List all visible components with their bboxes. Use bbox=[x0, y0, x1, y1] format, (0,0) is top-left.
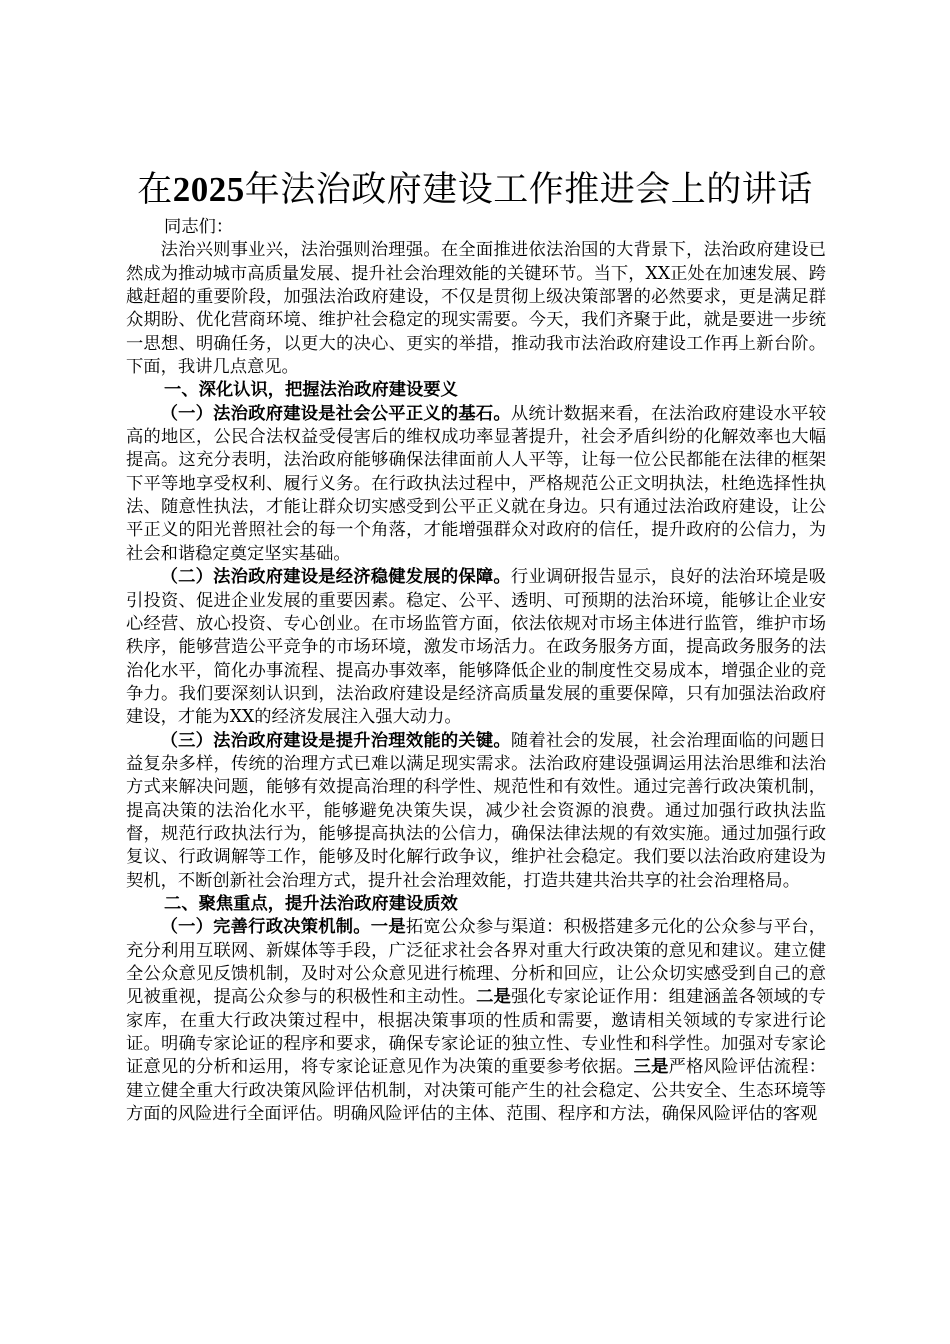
section-1-subheading-3: （三）法治政府建设是提升治理效能的关键。 bbox=[160, 730, 511, 751]
intro-paragraph: 法治兴则事业兴，法治强则治理强。在全面推进依法治国的大背景下，法治政府建设已然成为推动城市高质量发展、提升社会治理效能的关键环节。当下，XX正处在加速发展、跨越赶超的重要阶段，加强法治政府建设，不仅是贯彻上级决策部署的必然要求，更是满足群众期盼、优化营商环境、维护社会稳定的现实需要。今天，我们齐聚于此，就是要进一步统一思想、明确任务，以更大的决心、更实的举措，推动我市法治政府建设工作再上新台阶。下面，我讲几点意见。 bbox=[126, 240, 826, 378]
title-suffix: 年法治政府建设工作推进会上的讲话 bbox=[244, 170, 813, 210]
section-2-heading: 二、聚焦重点，提升法治政府建设质效 bbox=[164, 893, 458, 914]
section-1-paragraph-3-text: 随着社会的发展，社会治理面临的问题日益复杂多样，传统的治理方式已难以满足现实需求。法治政府建设强调运用法治思维和法治方式来解决问题，能够有效提高治理的科学性、规范性和有效性。通过完善行政决策机制，提高决策的法治化水平，能够避免决策失误，减少社会资源的浪费。通过加强行政执法监督，规范行政执法行为，能够提高执法的公信力，确保法律法规的有效实施。通过加强行政复议、行政调解等工作，能够及时化解行政争议，维护社会稳定。我们要以法治政府建设为契机，不断创新社会治理方式，提升社会治理效能，打造共建共治共享的社会治理格局。 bbox=[126, 730, 826, 891]
section-1-subheading-1: （一）法治政府建设是社会公平正义的基石。 bbox=[160, 403, 511, 424]
section-1-paragraph-2-text: 行业调研报告显示，良好的法治环境是吸引投资、促进企业发展的重要因素。稳定、公平、透明、可预期的法治环境，能够让企业安心经营、放心投资、专心创业。在市场监管方面，依法依规对市场主体进行监管，维护市场秩序，能够营造公平竞争的市场环境，激发市场活力。在政务服务方面，提高政务服务的法治化水平，简化办事流程、提高办事效率，能够降低企业的制度性交易成本，增强企业的竞争力。我们要深刻认识到，法治政府建设是经济高质量发展的重要保障，只有加强法治政府建设，才能为XX的经济发展注入强大动力。 bbox=[126, 567, 826, 728]
title-prefix: 在 bbox=[137, 170, 173, 210]
section-2-subheading-1: （一）完善行政决策机制。 bbox=[160, 917, 371, 938]
point-three-label: 三是 bbox=[633, 1057, 669, 1078]
title-year: 2025 bbox=[172, 170, 245, 209]
point-one-text: 拓宽公众参与渠道：积极搭建多元化的公众参与平台，充分利用互联网、新媒体等手段，广泛征求社会各界对重大行政决策的意见和建议。建立健全公众意见反馈机制，及时对公众意见进行梳理、分析和回应，让公众切实感受到自己的意见被重视，提高公众参与的积极性和主动性。 bbox=[126, 917, 826, 1008]
section-1-subheading-2: （二）法治政府建设是经济稳健发展的保障。 bbox=[160, 567, 511, 588]
section-1-paragraph-1-text: 从统计数据来看，在法治政府建设水平较高的地区，公民合法权益受侵害后的维权成功率显著提升，社会矛盾纠纷的化解效率也大幅提高。这充分表明，法治政府能够确保法律面前人人平等，让每一位公民都能在法律的框架下平等地享受权利、履行义务。在行政执法过程中，严格规范公正文明执法，杜绝选择性执法、随意性执法，才能让群众切实感受到公平正义就在身边。只有通过法治政府建设，让公平正义的阳光普照社会的每一个角落，才能增强群众对政府的信任，提升政府的公信力，为社会和谐稳定奠定坚实基础。 bbox=[126, 403, 826, 564]
section-2-paragraph-1 bbox=[126, 916, 826, 1126]
section-1-paragraph-3 bbox=[126, 730, 826, 893]
section-1-heading: 一、深化认识，把握法治政府建设要义 bbox=[164, 380, 458, 401]
section-1-paragraph-2 bbox=[126, 566, 826, 729]
section-1-paragraph-1 bbox=[126, 403, 826, 566]
point-two-text: 强化专家论证作用：组建涵盖各领域的专家库，在重大行政决策过程中，根据决策事项的性质和需要，邀请相关领域的专家进行论证。明确专家论证的程序和要求，确保专家论证的独立性、专业性和科学性。加强对专家论证意见的分析和运用，将专家论证意见作为决策的重要参考依据。 bbox=[126, 987, 826, 1078]
document-body bbox=[126, 216, 826, 1126]
point-two-label: 二是 bbox=[476, 987, 512, 1008]
point-one-label: 一是 bbox=[370, 917, 406, 938]
document-title bbox=[100, 166, 850, 214]
point-three-text: 严格风险评估流程：建立健全重大行政决策风险评估机制，对决策可能产生的社会稳定、公共安全、生态环境等方面的风险进行全面评估。明确风险评估的主体、范围、程序和方法，确保风险评估的客观 bbox=[126, 1057, 826, 1125]
greeting: 同志们： bbox=[164, 217, 234, 237]
